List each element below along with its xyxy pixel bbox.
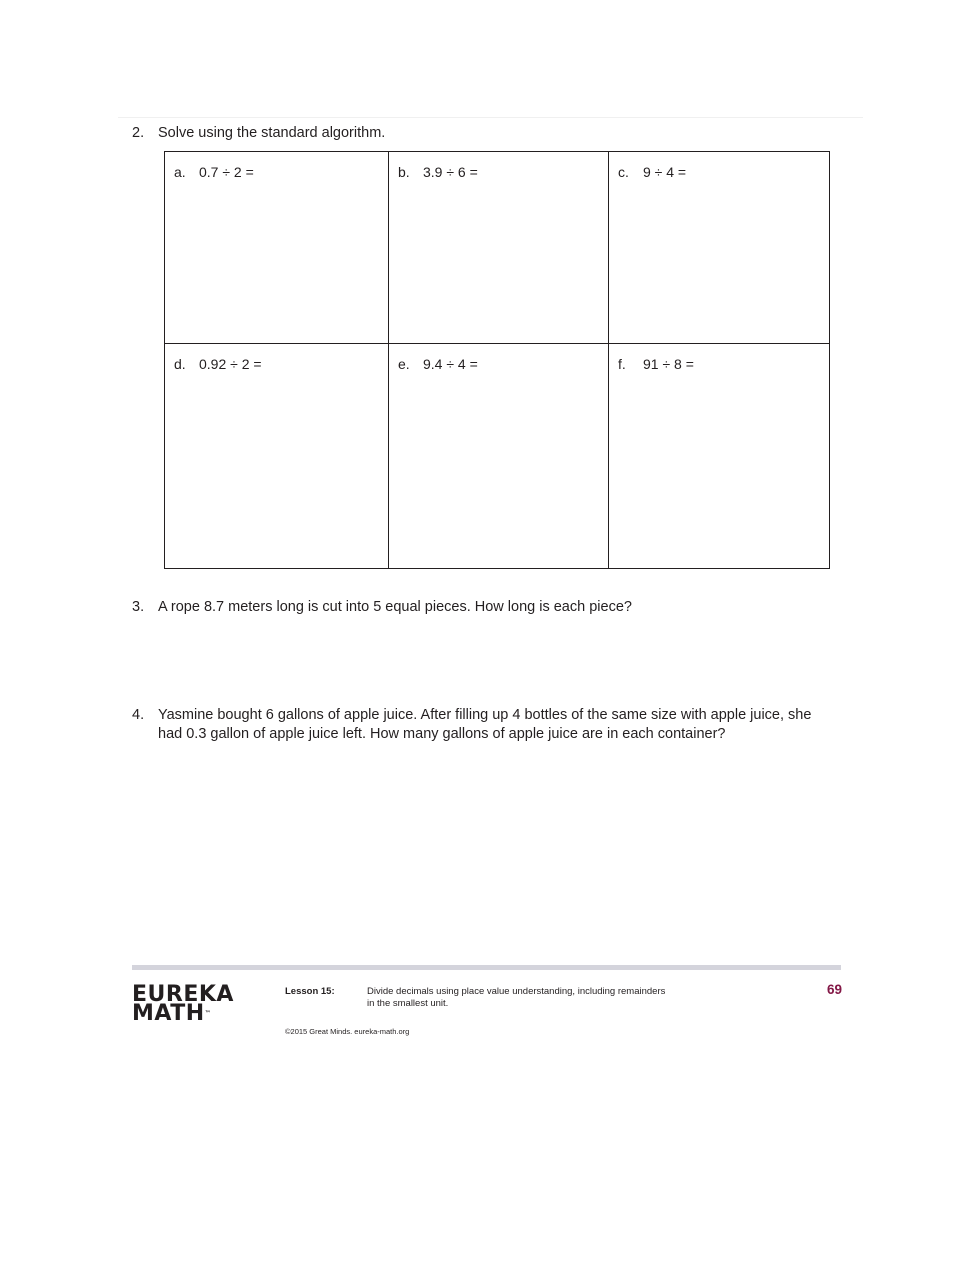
logo-line-2: MATH bbox=[132, 1001, 205, 1026]
work-cell-d bbox=[165, 344, 389, 569]
work-cell-b bbox=[389, 152, 609, 344]
question-number: 2. bbox=[132, 125, 145, 141]
problem-expression: 3.9 ÷ 6 = bbox=[423, 164, 478, 180]
problem-expression: 0.92 ÷ 2 = bbox=[199, 356, 262, 372]
problem-label: b. bbox=[398, 164, 410, 180]
lesson-label: Lesson 15: bbox=[285, 986, 335, 997]
work-cell-a bbox=[165, 152, 389, 344]
page-number: 69 bbox=[826, 982, 842, 997]
problem-grid bbox=[164, 151, 830, 569]
lesson-description bbox=[367, 986, 707, 1010]
question-text-line-2: had 0.3 gallon of apple juice left. How many gallons of apple juice are in each container? bbox=[158, 726, 726, 742]
question-number: 4. bbox=[132, 707, 145, 723]
work-cell-f bbox=[609, 344, 830, 569]
problem-label: e. bbox=[398, 356, 410, 372]
problem-expression: 9 ÷ 4 = bbox=[643, 164, 687, 180]
problem-expression: 91 ÷ 8 = bbox=[643, 356, 694, 372]
work-cell-e bbox=[389, 344, 609, 569]
problem-label: a. bbox=[174, 164, 186, 180]
question-text: Solve using the standard algorithm. bbox=[158, 125, 386, 141]
lesson-description-line-2: in the smallest unit. bbox=[367, 998, 449, 1009]
work-cell-c bbox=[609, 152, 830, 344]
logo-line-1: EUREKA bbox=[132, 982, 234, 1007]
question-number: 3. bbox=[132, 599, 145, 615]
problem-expression: 9.4 ÷ 4 = bbox=[423, 356, 478, 372]
problem-label: d. bbox=[174, 356, 186, 372]
top-divider bbox=[118, 117, 863, 118]
logo-trademark: ™ bbox=[204, 1010, 211, 1017]
footer-divider bbox=[132, 965, 841, 970]
problem-label: c. bbox=[618, 164, 629, 180]
eureka-math-logo bbox=[132, 982, 234, 1026]
lesson-description-line-1: Divide decimals using place value understanding, including remainders bbox=[367, 986, 666, 997]
copyright: ©2015 Great Minds. eureka-math.org bbox=[285, 1027, 410, 1036]
problem-expression: 0.7 ÷ 2 = bbox=[199, 164, 254, 180]
question-text-line-1: Yasmine bought 6 gallons of apple juice. After filling up 4 bottles of the same size with apple juice, she bbox=[158, 707, 812, 723]
problem-label: f. bbox=[618, 356, 626, 372]
question-text: A rope 8.7 meters long is cut into 5 equal pieces. How long is each piece? bbox=[158, 599, 632, 615]
